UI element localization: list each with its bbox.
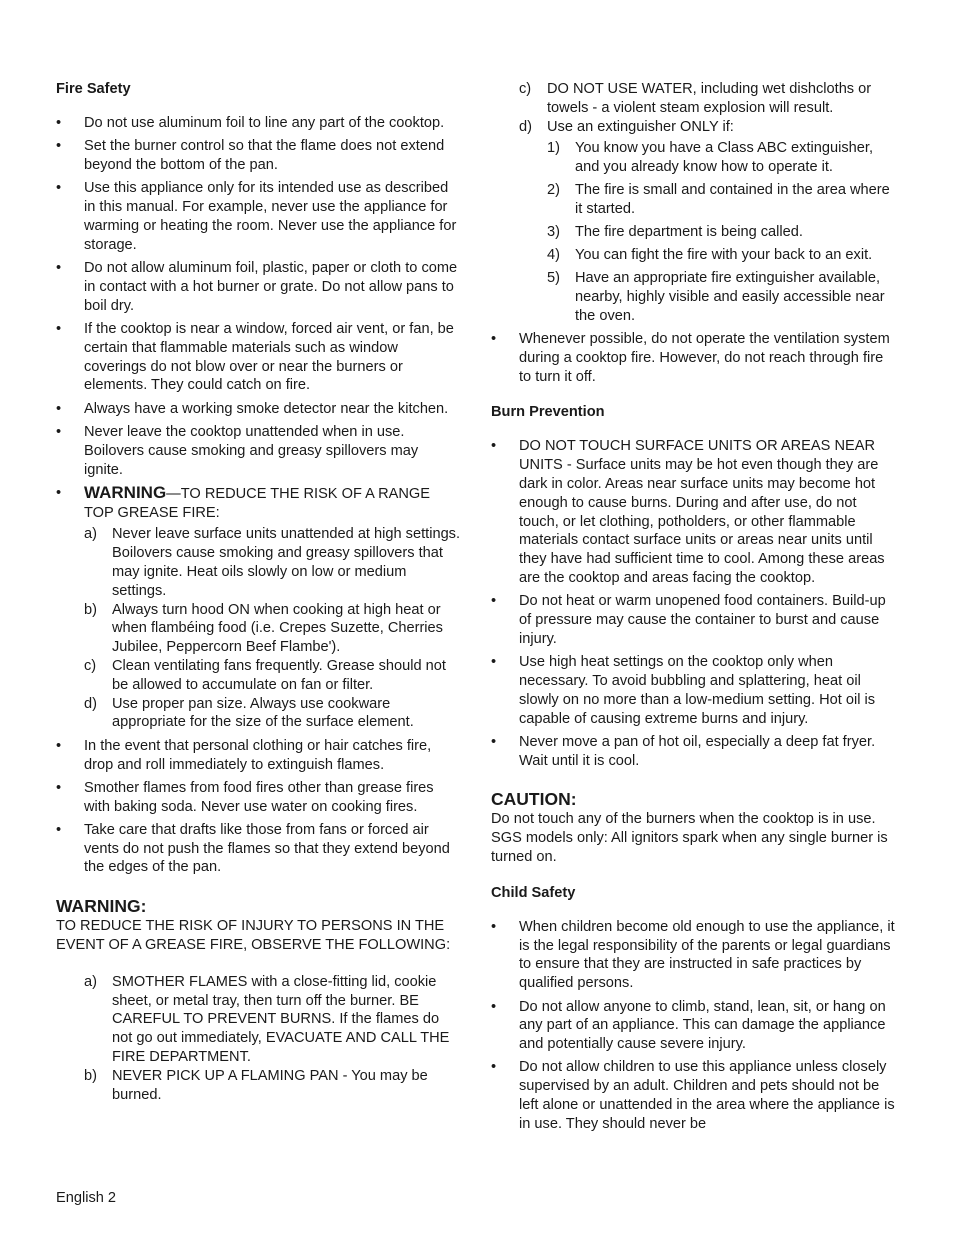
list-item: • When children become old enough to use the appliance, it is the legal responsibility of the parents or legal guardians to ensure that they are instructed in safe practices by qualified persons. (491, 918, 895, 992)
list-item: 5) Have an appropriate fire extinguisher available, nearby, highly visible and easily accessible near the oven. (547, 270, 885, 324)
grease-fire-list-continued (519, 80, 895, 326)
right-column (491, 80, 895, 1138)
warning-heading: WARNING: (56, 896, 147, 917)
caution-text: Do not touch any of the burners when the cooktop is in use. SGS models only: All ignitors spark when any single burner is turned on. (491, 811, 888, 866)
caution-heading: CAUTION: (491, 789, 577, 810)
warning-text: TO REDUCE THE RISK OF INJURY TO PERSONS IN THE EVENT OF A GREASE FIRE, OBSERVE THE FOLLOWING: (56, 918, 451, 954)
list-item: • Do not use aluminum foil to line any part of the cooktop. (56, 115, 445, 131)
fire-safety-heading: Fire Safety (56, 81, 131, 97)
list-item: a) Never leave surface units unattended at high settings. Boilovers cause smoking and greasy spillovers that may ignite. Heat oils slowly on low or medium settings. (84, 526, 461, 599)
list-item: • Do not heat or warm unopened food containers. Build-up of pressure may cause the container to burst and cause injury. (491, 593, 886, 647)
list-item: • If the cooktop is near a window, forced air vent, or fan, be certain that flammable materials such as window coverings do not blow over or near the burners or elements. They could catch on fire. (56, 320, 454, 394)
fire-safety-list (56, 114, 461, 877)
warning-bullet: • WARNING—TO REDUCE THE RISK OF A RANGE TOP GREASE FIRE: a) Never leave surface units unattended at high settings. Boilovers cause smoking and greasy spillovers that may ignite. Heat oils slowly on low or medium settings. b) Always turn hood ON when cooking at high heat or when flambéing food (i.e. Crepes Suzette, Cherries Jubilee, Peppercorn Beef Flambe'). c) Clean ventilating fans frequently. Grease should not be allowed to accumulate on fan or filter. d) Use proper pan size. Always use cookware appropriate for the size of the surface element. (56, 482, 461, 731)
warning-inline-label: WARNING (84, 482, 167, 502)
list-item: a) SMOTHER FLAMES with a close-fitting lid, cookie sheet, or metal tray, then turn off the burner. BE CAREFUL TO PREVENT BURNS. If the flames do not go out immediately, EVACUATE AND CALL THE FIRE DEPARTMENT. (84, 973, 450, 1066)
list-item: 2) The fire is small and contained in the area where it started. (547, 182, 890, 218)
list-item: • Whenever possible, do not operate the ventilation system during a cooktop fire. However, do not reach through fire to turn it off. (491, 331, 890, 385)
list-item: 3) The fire department is being called. (547, 224, 803, 241)
list-item: • In the event that personal clothing or hair catches fire, drop and roll immediately to extinguish flames. (56, 737, 432, 773)
list-item: • Always have a working smoke detector near the kitchen. (56, 400, 449, 417)
ventilation-list (491, 330, 895, 386)
warning-sub-list (84, 525, 461, 732)
list-item: • Do not allow aluminum foil, plastic, paper or cloth to come in contact with a hot burner or grate. Do not allow pans to boil dry. (56, 260, 458, 314)
list-item: • Set the burner control so that the flame does not extend beyond the bottom of the pan. (56, 138, 445, 174)
child-safety-heading: Child Safety (491, 884, 576, 901)
list-item: c) Clean ventilating fans frequently. Grease should not be allowed to accumulate on fan or filter. (84, 658, 446, 693)
child-safety-list (491, 918, 895, 1134)
burn-prevention-heading: Burn Prevention (491, 404, 605, 421)
list-item: • DO NOT TOUCH SURFACE UNITS OR AREAS NEAR UNITS - Surface units may be hot even though they are dark in color. Areas near surface units may become hot enough to cause burns. During and after use, do not touch, or let clothing, potholders, or other flammable materials contact surface units or areas near units until they have had sufficient time to cool. Among these areas are the cooktop and areas facing the cooktop. (491, 438, 885, 587)
list-item: 4) You can fight the fire with your back to an exit. (547, 247, 873, 264)
list-item: • Use this appliance only for its intended use as described in this manual. For example, never use the appliance for warming or heating the room. Never use the appliance for storage. (56, 180, 457, 253)
page-footer: English 2 (56, 1190, 117, 1206)
list-item: • Do not allow anyone to climb, stand, lean, sit, or hang on any part of an appliance. This can damage the appliance and potentially cause severe injury. (491, 998, 886, 1053)
extinguisher-list (547, 139, 895, 325)
list-item: c) DO NOT USE WATER, including wet dishcloths or towels - a violent steam explosion will result. (519, 81, 872, 116)
list-item: 1) You know you have a Class ABC extinguisher, and you already know how to operate it. (547, 140, 874, 176)
list-item: • Take care that drafts like those from fans or forced air vents do not push the flames so that they extend beyond the edges of the pan. (56, 821, 450, 876)
list-item: d) Use proper pan size. Always use cookware appropriate for the size of the surface element. (84, 695, 414, 731)
list-item: • Do not allow children to use this appliance unless closely supervised by an adult. Children and pets should not be left alone or unattended in the area where the appliance is in use. They should never be (491, 1059, 895, 1132)
left-column (56, 80, 461, 1104)
list-item: • Never leave the cooktop unattended when in use. Boilovers cause smoking and greasy spillovers may ignite. (56, 423, 419, 478)
list-item: • Use high heat settings on the cooktop only when necessary. To avoid bubbling and splattering, heat oil slowly on no more than a low-medium setting. Hot oil is capable of causing extreme burns and injury. (491, 654, 876, 727)
burn-prevention-list (491, 437, 895, 770)
warning-inline-text: —TO REDUCE THE RISK OF A RANGE TOP GREASE FIRE: (84, 485, 430, 521)
list-item: d) Use an extinguisher ONLY if: 1) You know you have a Class ABC extinguisher, and you already know how to operate it. 2) The fire is small and contained in the area where it started. 3) The fire department is being called. 4) You can fight the fire with your back to an exit. 5) Have an appropriate fire extinguisher available, nearby, highly visible and easily accessible near the oven. (519, 118, 895, 326)
list-item: b) Always turn hood ON when cooking at high heat or when flambéing food (i.e. Crepes Suzette, Cherries Jubilee, Peppercorn Beef Flambe'). (84, 601, 443, 656)
list-item: • Smother flames from food fires other than grease fires with baking soda. Never use water on cooking fires. (56, 779, 434, 815)
list-item: b) NEVER PICK UP A FLAMING PAN - You may be burned. (84, 1067, 428, 1103)
list-item: • Never move a pan of hot oil, especially a deep fat fryer. Wait until it is cool. (491, 733, 876, 769)
grease-fire-list (84, 973, 461, 1105)
